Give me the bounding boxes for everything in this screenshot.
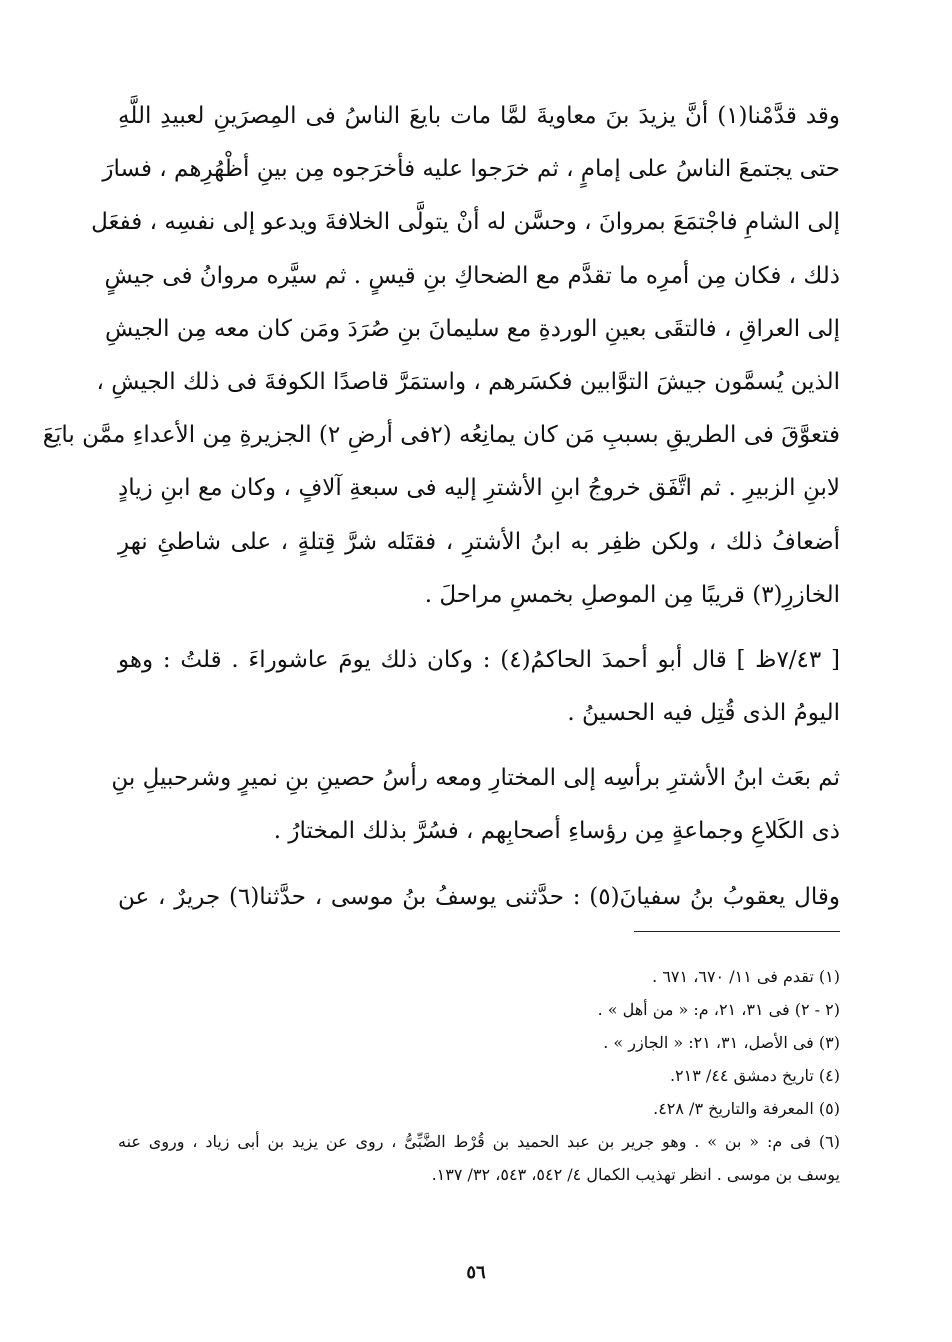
footnote-4: (٤) تاريخ دمشق ٤٤/ ٢١٣.	[669, 1066, 840, 1085]
text-line: وقد قدَّمْنا(١) أنَّ يزيدَ بنَ معاويةَ لمَّا مات بايعَ الناسُ فى المِصرَينِ لعبيدِ اللَّهِ	[118, 103, 840, 129]
text-line: وقال يعقوبُ بنُ سفيانَ(٥) : حدَّثنى يوسفُ بنُ موسى ، حدَّثنا(٦) جريرٌ ، عن	[118, 883, 840, 910]
text-line: ثم بعَث ابنُ الأشترِ برأسِه إلى المختارِ ومعه رأسُ حصينِ بنِ نميرٍ وشرحبيلِ بنِ	[111, 765, 840, 792]
text-line: حتى يجتمعَ الناسُ على إمامٍ ، ثم خرَجوا عليه فأخرَجوه مِن بينِ أظْهُرِهم ، فسارَ	[102, 156, 840, 183]
paragraph-4	[118, 871, 840, 924]
text-line: [ ٧/٤٣ظ ] قال أبو أحمدَ الحاكمُ(٤) : وكان ذلك يومَ عاشوراءَ . قلتُ : وهو	[118, 646, 840, 673]
text-line: إلى العراقِ ، فالتقَى بعينِ الوردةِ مع سليمانَ بنِ صُرَدَ ومَن كان معه مِن الجيشِ	[105, 315, 840, 342]
text-line: لابنِ الزبيرِ . ثم اتَّفَق خروجُ ابنِ الأشترِ إليه فى سبعةِ آلافٍ ، وكان مع ابنِ زيادٍ	[118, 475, 840, 502]
page-number: ٥٦	[466, 1262, 486, 1283]
text-line: إلى الشامِ فاجْتمَعَ بمروانَ ، وحسَّن له أنْ يتولَّى الخلافةَ ويدعو إلى نفسِه ، ففعَل	[91, 209, 840, 236]
text-line: الذين يُسمَّون جيشَ التوَّابين فكسَرهم ، واستمَرَّ قاصدًا الكوفةَ فى ذلك الجيشِ ،	[96, 368, 840, 395]
paragraph-2	[118, 634, 840, 740]
text-line: أضعافُ ذلك ، ولكن ظفِر به ابنُ الأشترِ ، فقتَله شرَّ قِتلةٍ ، على شاطئِ نهرِ	[118, 528, 840, 555]
text-line: ذلك ، فكان مِن أمرِه ما تقدَّم مع الضحاكِ بنِ قيسٍ . ثم سيَّره مروانُ فى جيشٍ	[104, 262, 840, 289]
footnotes	[118, 960, 840, 1191]
footnote-2: (٢ - ٢) فى ٣١، ٢١، م: « من أهل » .	[597, 1000, 840, 1019]
footnote-6-continuation: يوسف بن موسى . انظر تهذيب الكمال ٤/ ٥٤٢، ٥٤٣، ٣٢/ ١٣٧.	[431, 1165, 840, 1184]
footnote-1: (١) تقدم فى ١١/ ٦٧٠، ٦٧١ .	[652, 967, 840, 986]
text-line: اليومُ الذى قُتِل فيه الحسينُ .	[567, 700, 840, 727]
footnote-3: (٣) فى الأصل، ٣١، ٢١: « الجازر » .	[603, 1033, 840, 1052]
main-text	[42, 90, 840, 924]
text-line: ذى الكَلاعِ وجماعةٍ مِن رؤساءِ أصحابِهم ، فسُرَّ بذلك المختارُ .	[273, 818, 840, 845]
footnote-separator	[634, 931, 840, 932]
text-line: فتعوَّقَ فى الطريقِ بسببِ مَن كان يمانِعُه (٢فى أرضِ ٢) الجزيرةِ مِن الأعداءِ ممَّن بايَعَ	[42, 422, 840, 449]
footnote-5: (٥) المعرفة والتاريخ ٣/ ٤٢٨.	[653, 1099, 840, 1118]
paragraph-1	[42, 90, 840, 622]
paragraph-3	[111, 752, 840, 858]
footnote-6: (٦) فى م: « بن » . وهو جرير بن عبد الحميد بن قُرْط الضَّبِّىُّ ، روى عن يزيد بن أبى زياد ، وروى عنه	[118, 1132, 840, 1151]
text-line: الخازرِ(٣) قريبًا مِن الموصلِ بخمسِ مراحلَ .	[424, 581, 840, 608]
